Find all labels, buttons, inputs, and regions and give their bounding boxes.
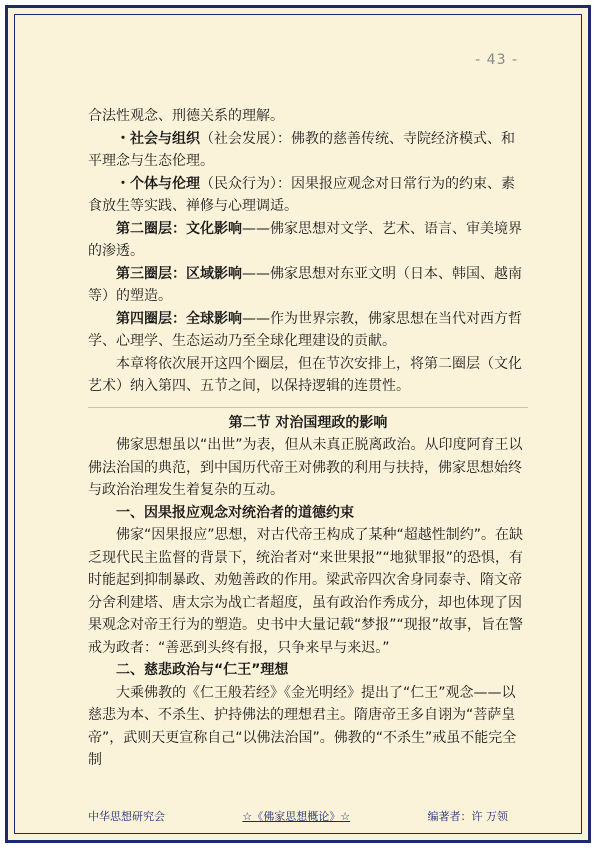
bullet-text: （民众行为）：因果报应观念对日常行为的约束、素食放生等实践、禅修与心理调适。: [88, 175, 515, 214]
footer-book-title: ☆《佛家思想概论》☆: [242, 810, 351, 823]
subsection-2-body: 大乘佛教的《仁王般若经》《金光明经》提出了“仁王”观念——以慈悲为本、不杀生、护持佛法的理想君主。隋唐帝王多自诩为“菩萨皇帝”，武则天更宣称自己“以佛法治国”。佛教的“不杀生”戒虽不能完全制: [88, 684, 517, 768]
section-title: 第二节 对治国理政的影响: [228, 414, 388, 431]
section-divider: [88, 407, 528, 408]
layer-term: 第二圈层：文化影响: [116, 220, 242, 237]
layer-term: 第三圈层：区域影响: [116, 265, 242, 282]
page-content: [88, 105, 528, 772]
summary-paragraph: 本章将依次展开这四个圈层，但在节次安排上，将第二圈层（文化艺术）纳入第四、五节之间，以保持逻辑的连贯性。: [88, 355, 522, 394]
footer-author: 编著者：许 万领: [427, 810, 508, 823]
footer-publisher: 中华思想研究会: [88, 810, 165, 823]
bullet-item-individual: [88, 173, 528, 218]
subsection-1-body: 佛家“因果报应”思想，对古代帝王构成了某种“超越性制约”。在缺乏现代民主监督的背景下，统治者对“来世果报”“地狱罪报”的恐惧，有时能起到抑制暴政、劝勉善政的作用。梁武帝四次舍身同泰寺、隋文帝分舍利建塔、唐太宗为战亡者超度，虽有政治作秀成分，却也体现了因果观念对帝王行为的塑造。史书中大量记载“梦报”“现报”故事，旨在警戒为政者：“善恶到头终有报，只争来早与来迟。”: [88, 527, 524, 656]
bullet-item-society: [88, 128, 528, 173]
layer-term: 第四圈层：全球影响: [116, 310, 242, 327]
bullet-text: （社会发展）：佛教的慈善传统、寺院经济模式、和平理念与生态伦理。: [88, 130, 515, 169]
bullet-icon: ・: [116, 130, 130, 147]
page-number: - 43 -: [475, 52, 518, 68]
layer-text: ——作为世界宗教，佛家思想在当代对西方哲学、心理学、生态运动乃至全球化理建设的贡献。: [88, 310, 522, 349]
layer-text: ——佛家思想对东亚文明（日本、韩国、越南等）的塑造。: [88, 265, 522, 304]
subheading-1: 一、因果报应观念对统治者的道德约束: [116, 504, 354, 521]
subheading-2: 二、慈悲政治与“仁王”理想: [116, 662, 289, 678]
bullet-icon: ・: [116, 175, 130, 192]
paragraph-continued: 合法性观念、刑德关系的理解。: [88, 108, 284, 124]
bullet-term: 社会与组织: [130, 130, 200, 147]
layer-text: ——佛家思想对文学、艺术、语言、审美境界的渗透。: [88, 220, 522, 259]
page-footer: [88, 808, 508, 824]
layer-4-paragraph: [88, 308, 528, 353]
layer-2-paragraph: [88, 218, 528, 263]
bullet-term: 个体与伦理: [130, 175, 200, 192]
layer-3-paragraph: [88, 263, 528, 308]
page-frame: [5, 5, 591, 843]
section-intro: 佛家思想虽以“出世”为表，但从未真正脱离政治。从印度阿育王以佛法治国的典范，到中国历代帝王对佛教的利用与扶持，佛家思想始终与政治治理发生着复杂的互动。: [88, 437, 523, 498]
